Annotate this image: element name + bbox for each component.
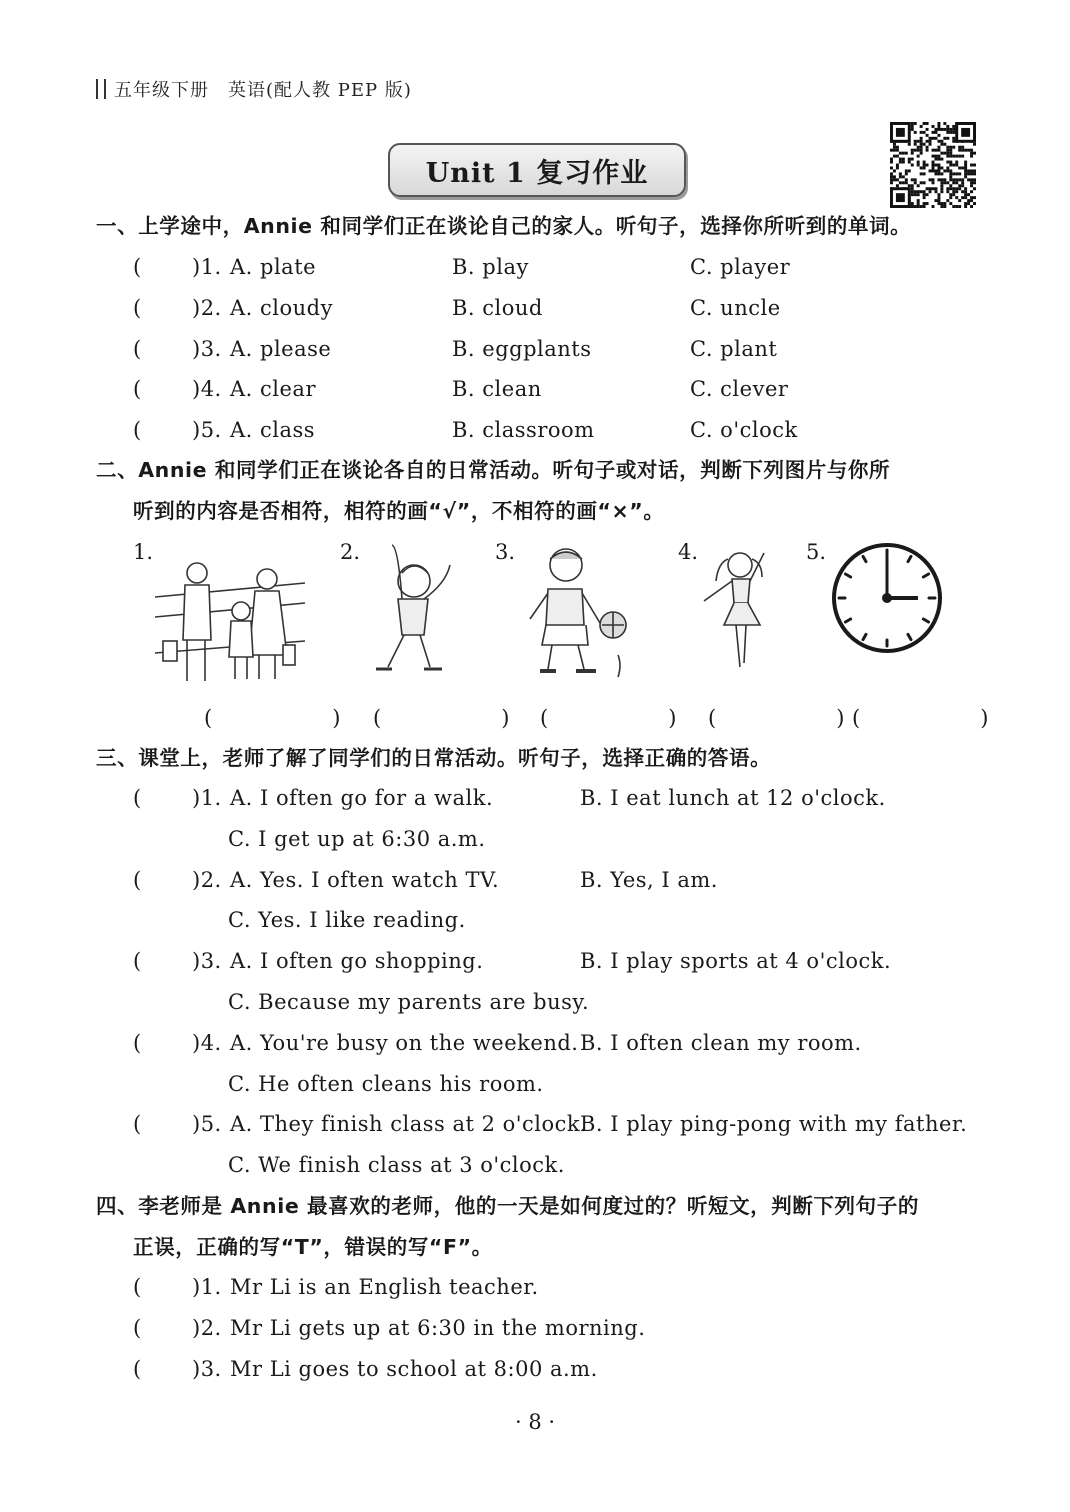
option-a: A. please <box>230 336 332 361</box>
question-number: )3. <box>192 949 222 974</box>
answer-paren-open[interactable]: ( <box>133 336 142 361</box>
option-a: A. class <box>230 418 316 443</box>
question-number: )4. <box>192 1030 222 1055</box>
option-b: B. play <box>452 255 529 279</box>
answer-blank[interactable]: ( ) <box>708 706 871 730</box>
question-number: )2. <box>192 295 222 320</box>
page-header <box>96 76 412 102</box>
answer-paren-open[interactable]: ( <box>133 867 142 892</box>
option-a: A. Yes. I often watch TV. <box>230 867 500 892</box>
question-number: )3. <box>192 336 222 361</box>
option-b: B. I play ping-pong with my father. <box>580 1112 968 1137</box>
page-title: Unit 1 复习作业 <box>388 143 686 197</box>
section3-heading: 三、课堂上，老师了解了同学们的日常活动。听句子，选择正确的答语。 <box>96 746 772 770</box>
answer-paren-open[interactable]: ( <box>133 1112 142 1137</box>
question-number: )5. <box>192 1112 222 1137</box>
option-c: C. uncle <box>690 295 781 320</box>
option-b: B. clean <box>452 377 542 402</box>
section4-heading-line2: 正误，正确的写“T”，错误的写“F”。 <box>133 1235 493 1259</box>
answer-paren-open[interactable]: ( <box>133 786 142 810</box>
girl-dancing-icon <box>700 545 776 675</box>
option-a: A. You're busy on the weekend. <box>230 1030 579 1055</box>
answer-paren-open[interactable]: ( <box>133 1356 142 1381</box>
answer-paren-open[interactable]: ( <box>133 949 142 974</box>
statement-text: Mr Li gets up at 6:30 in the morning. <box>230 1315 646 1340</box>
question-number: )4. <box>192 377 222 402</box>
option-a: A. They finish class at 2 o'clock. <box>230 1112 588 1137</box>
answer-blank[interactable]: ( ) <box>852 706 1015 730</box>
section2-heading-line2: 听到的内容是否相符，相符的画“√”，不相符的画“×”。 <box>133 499 665 523</box>
option-c: C. player <box>690 255 791 279</box>
option-a: A. cloudy <box>230 295 333 320</box>
option-c: C. We finish class at 3 o'clock. <box>228 1153 565 1178</box>
question-number: )1. <box>192 255 222 279</box>
picture-number: 1. <box>133 540 154 564</box>
option-c: C. Because my parents are busy. <box>228 990 590 1014</box>
option-c: C. plant <box>690 336 778 361</box>
girl-exercising-icon <box>362 543 458 683</box>
option-b: B. Yes, I am. <box>580 867 718 892</box>
header-bar-icon <box>96 79 106 99</box>
statement-text: Mr Li is an English teacher. <box>230 1275 539 1299</box>
section2-heading-line1: 二、Annie 和同学们正在谈论各自的日常活动。听句子或对话，判断下列图片与你所 <box>96 458 891 482</box>
answer-paren-open[interactable]: ( <box>133 1030 142 1055</box>
section4-heading-line1: 四、李老师是 Annie 最喜欢的老师，他的一天是如何度过的？听短文，判断下列句子的 <box>96 1194 919 1218</box>
question-number: )2. <box>192 1315 222 1340</box>
question-number: )1. <box>192 786 222 810</box>
picture-number: 5. <box>806 540 827 564</box>
clock-icon <box>830 541 944 655</box>
page-number: · 8 · <box>514 1410 556 1434</box>
answer-paren-open[interactable]: ( <box>133 1275 142 1299</box>
question-number: )5. <box>192 418 222 443</box>
section1-heading: 一、上学途中，Annie 和同学们正在谈论自己的家人。听句子，选择你所听到的单词。 <box>96 214 912 238</box>
option-a: A. clear <box>230 377 316 402</box>
option-c: C. o'clock <box>690 418 798 443</box>
picture-number: 4. <box>678 540 699 564</box>
option-a: A. I often go shopping. <box>230 949 484 974</box>
family-shopping-icon <box>155 545 305 687</box>
option-b: B. eggplants <box>452 336 592 361</box>
answer-blank[interactable]: ( ) <box>373 706 536 730</box>
answer-blank[interactable]: ( ) <box>204 706 367 730</box>
option-c: C. He often cleans his room. <box>228 1071 544 1096</box>
option-a: A. plate <box>230 255 317 279</box>
answer-blank[interactable]: ( ) <box>540 706 703 730</box>
answer-paren-open[interactable]: ( <box>133 1315 142 1340</box>
question-number: )3. <box>192 1356 222 1381</box>
header-text: 五年级下册 英语(配人教 PEP 版) <box>114 80 412 101</box>
option-b: B. I often clean my room. <box>580 1030 862 1055</box>
option-b: B. cloud <box>452 295 543 320</box>
answer-paren-open[interactable]: ( <box>133 418 142 443</box>
option-b: B. classroom <box>452 418 595 443</box>
option-c: C. clever <box>690 377 789 402</box>
option-b: B. I eat lunch at 12 o'clock. <box>580 786 886 810</box>
question-number: )1. <box>192 1275 222 1299</box>
statement-text: Mr Li goes to school at 8:00 a.m. <box>230 1356 598 1381</box>
option-c: C. Yes. I like reading. <box>228 908 466 933</box>
answer-paren-open[interactable]: ( <box>133 295 142 320</box>
answer-paren-open[interactable]: ( <box>133 255 142 279</box>
picture-number: 3. <box>495 540 516 564</box>
picture-number: 2. <box>340 540 361 564</box>
option-b: B. I play sports at 4 o'clock. <box>580 949 892 974</box>
option-c: C. I get up at 6:30 a.m. <box>228 826 486 851</box>
boy-basketball-icon <box>518 545 640 685</box>
question-number: )2. <box>192 867 222 892</box>
qr-code-icon <box>890 122 976 208</box>
answer-paren-open[interactable]: ( <box>133 377 142 402</box>
option-a: A. I often go for a walk. <box>230 786 494 810</box>
